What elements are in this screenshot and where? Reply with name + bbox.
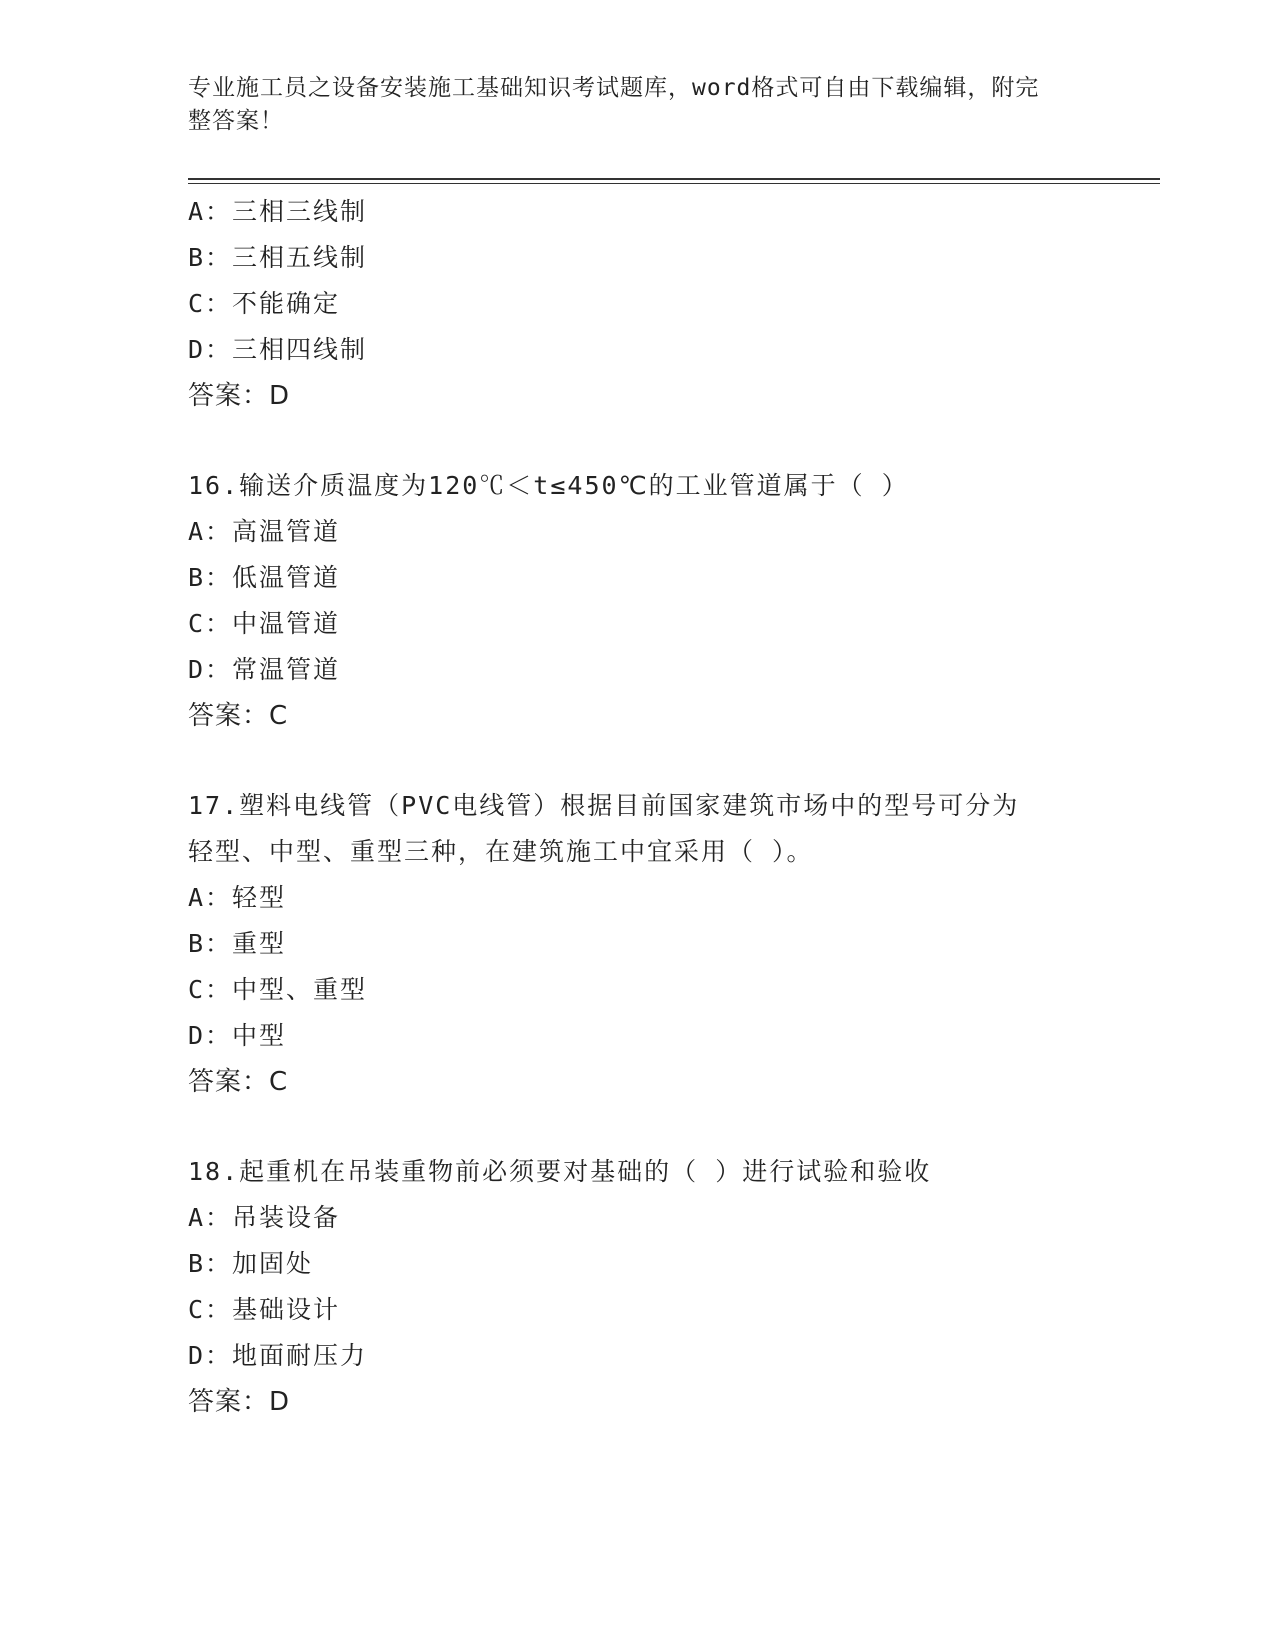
question-16-block bbox=[188, 463, 1088, 739]
q15-answer: 答案：D bbox=[188, 381, 291, 411]
question-17-block bbox=[188, 783, 1088, 1105]
q17-answer: 答案：C bbox=[188, 1067, 289, 1097]
q18-option-d: D：地面耐压力 bbox=[188, 1341, 368, 1370]
q16-option-c: C：中温管道 bbox=[188, 609, 341, 638]
q17-question-line-2: 轻型、中型、重型三种，在建筑施工中宜采用（ ）。 bbox=[188, 837, 814, 866]
question-18-block bbox=[188, 1149, 1088, 1425]
q18-option-c: C：基础设计 bbox=[188, 1295, 341, 1324]
q16-answer: 答案：C bbox=[188, 701, 289, 731]
question-15-block bbox=[188, 189, 1088, 419]
document-header bbox=[188, 72, 1068, 138]
header-line-2: 整答案！ bbox=[188, 108, 284, 134]
header-divider-thin bbox=[188, 183, 1160, 184]
q18-option-a: A：吊装设备 bbox=[188, 1203, 341, 1232]
q16-option-a: A：高温管道 bbox=[188, 517, 341, 546]
q15-option-d: D：三相四线制 bbox=[188, 335, 368, 364]
q15-option-c: C：不能确定 bbox=[188, 289, 341, 318]
q18-option-b: B：加固处 bbox=[188, 1249, 314, 1278]
q17-option-a: A：轻型 bbox=[188, 883, 287, 912]
q17-option-d: D：中型 bbox=[188, 1021, 287, 1050]
q18-answer: 答案：D bbox=[188, 1387, 291, 1417]
q15-option-b: B：三相五线制 bbox=[188, 243, 368, 272]
header-divider-thick bbox=[188, 178, 1160, 180]
q15-option-a: A：三相三线制 bbox=[188, 197, 368, 226]
q17-option-c: C：中型、重型 bbox=[188, 975, 368, 1004]
question-content bbox=[188, 189, 1088, 1425]
spacer bbox=[188, 739, 1088, 783]
q18-question: 18.起重机在吊装重物前必须要对基础的（ ）进行试验和验收 bbox=[188, 1157, 932, 1186]
q16-option-d: D：常温管道 bbox=[188, 655, 341, 684]
q17-question-line-1: 17.塑料电线管（PVC电线管）根据目前国家建筑市场中的型号可分为 bbox=[188, 791, 1020, 820]
q16-question: 16.输送介质温度为120℃＜t≤450℃的工业管道属于（ ） bbox=[188, 471, 909, 500]
q16-option-b: B：低温管道 bbox=[188, 563, 341, 592]
spacer bbox=[188, 1105, 1088, 1149]
spacer bbox=[188, 419, 1088, 463]
q17-option-b: B：重型 bbox=[188, 929, 287, 958]
header-line-1: 专业施工员之设备安装施工基础知识考试题库，word格式可自由下载编辑，附完 bbox=[188, 75, 1040, 101]
